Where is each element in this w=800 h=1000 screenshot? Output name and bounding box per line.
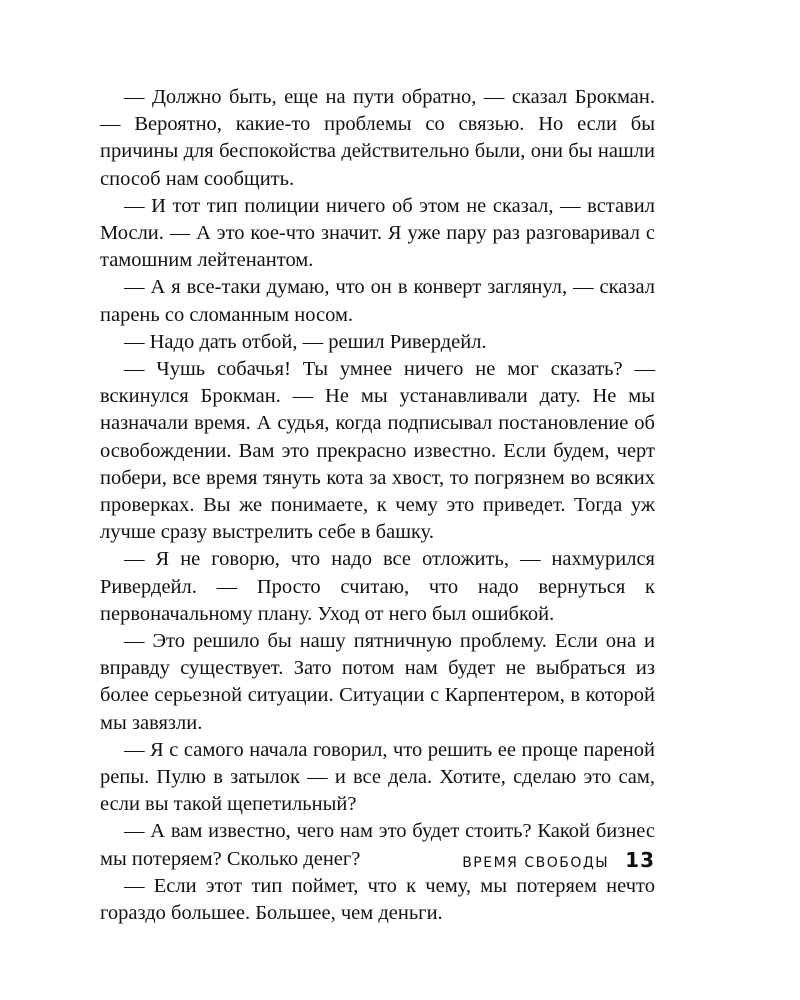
paragraph: — А вам известно, чего нам это будет стоить? Какой бизнес мы потеряем? Сколько денег?	[100, 820, 655, 870]
paragraph: — Это решило бы нашу пятничную проблему. Если она и вправду существует. Зато потом нам будет не выбраться из более серьезной ситуации. Ситуации с Карпентером, в которой мы завязли.	[100, 630, 655, 734]
paragraph: — Если этот тип поймет, что к чему, мы потеряем нечто гораздо большее. Большее, чем деньги.	[100, 874, 655, 925]
paragraph: — Я не говорю, что надо все отложить, — нахмурился Ривердейл. — Просто считаю, что надо вернуться к первоначальному плану. Уход от него был ошибкой.	[100, 548, 655, 625]
page-number: 13	[625, 848, 655, 872]
paragraph: — Чушь собачья! Ты умнее ничего не мог сказать? — вскинулся Брокман. — Не мы устанавливали дату. Не мы назначали время. А судья, когда подписывал постановление об освобождении. Вам это прекрасно известно. Если будем, черт побери, все время тянуть кота за хвост, то погрязнем во всяких проверках. Вы же понимаете, к чему это приведет. Тогда уж лучше сразу выстрелить себе в башку.	[100, 358, 655, 544]
paragraph: — А я все-таки думаю, что он в конверт заглянул, — сказал парень со сломанным носом.	[100, 276, 655, 326]
running-title: ВРЕМЯ СВОБОДЫ	[462, 855, 610, 871]
paragraph: — Должно быть, еще на пути обратно, — сказал Брокман. — Вероятно, какие-то проблемы со связью. Но если бы причины для беспокойства действительно были, они бы нашли способ нам сообщить.	[100, 86, 655, 190]
book-page	[100, 84, 655, 927]
page-footer	[100, 848, 655, 876]
paragraph: — И тот тип полиции ничего об этом не сказал, — вставил Мосли. — А это кое-что значит. Я уже пару раз разговаривал с тамошним лейтенантом.	[100, 194, 655, 272]
paragraph: — Я с самого начала говорил, что решить ее проще пареной репы. Пулю в затылок — и все дела. Хотите, сделаю это сам, если вы такой щепетильный?	[100, 738, 655, 816]
paragraph: — Надо дать отбой, — решил Ривердейл.	[124, 330, 487, 353]
body-text	[100, 84, 655, 927]
